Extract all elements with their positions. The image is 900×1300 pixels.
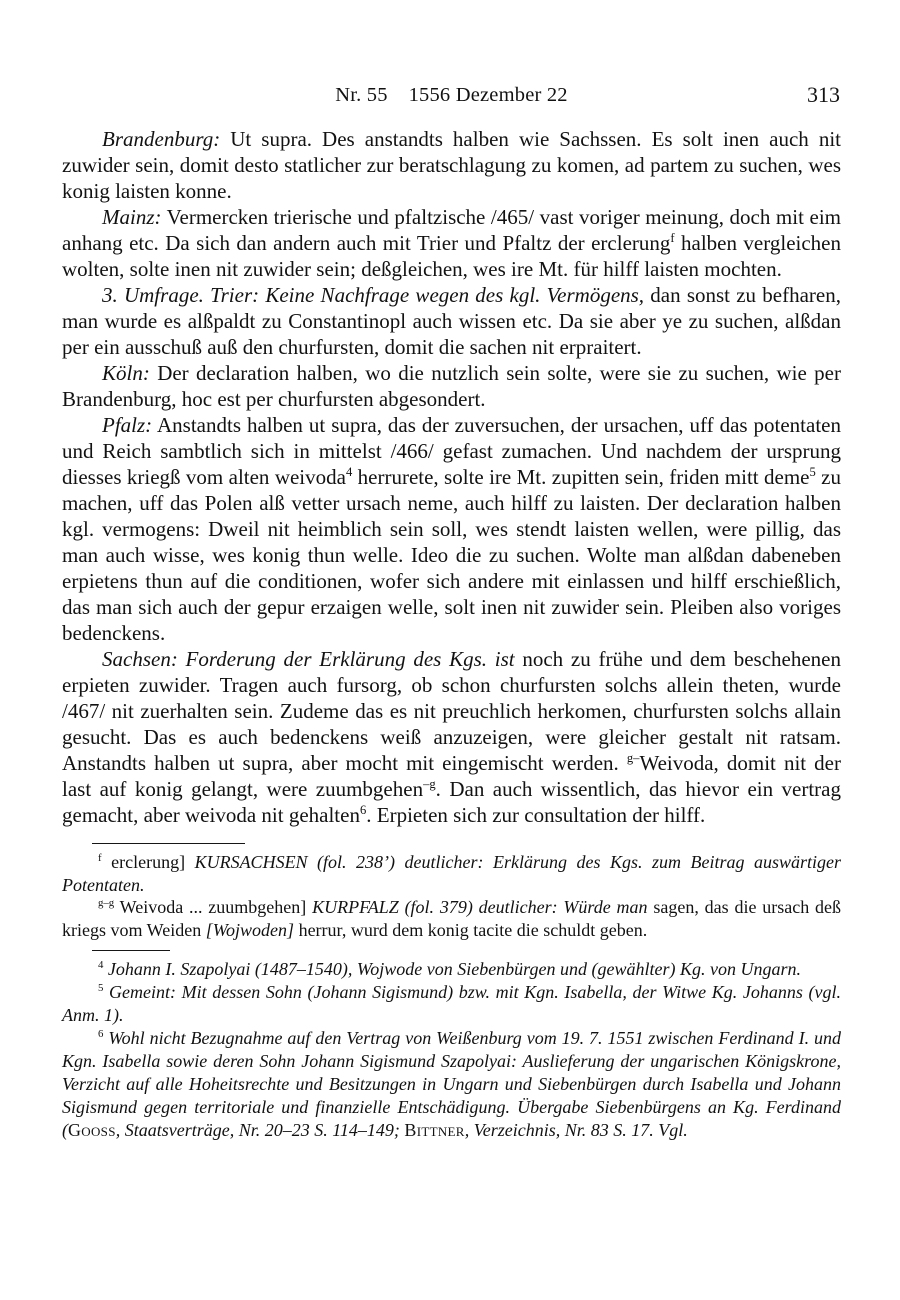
text-run: Johann I. Szapolyai (1487–1540), Wojwode von Siebenbürgen und (gewählter) Kg. von Ungarn.	[103, 959, 801, 979]
footnote-marker: –g	[423, 777, 436, 791]
text-run: [Wojwoden]	[205, 919, 295, 940]
text-run: , Verzeichnis, Nr. 83 S. 17. Vgl.	[464, 1120, 688, 1140]
text-run: Weivoda, domit nit der last auf konig gelangt, were zuumbgehen	[62, 751, 841, 801]
text-run: Mainz:	[102, 205, 162, 229]
text-run: sagen, das die ursach deß kriegs vom Weiden	[62, 897, 842, 940]
footnote-marker: f	[98, 852, 102, 864]
footnotes	[62, 958, 841, 1142]
running-header	[62, 84, 841, 110]
footnote-marker: 5	[809, 465, 816, 479]
text-run: KURSACHSEN (fol. 238’) deutlicher: Erklärung des Kgs. zum Beitrag auswärtiger Potentaten.	[62, 852, 841, 895]
text-run: Köln:	[102, 361, 150, 385]
text-run: Brandenburg:	[102, 127, 221, 151]
text-run: Bittner	[404, 1120, 465, 1140]
text-run: herrur, wurd dem konig tacite die schuldt geben.	[294, 919, 648, 940]
paragraph	[62, 851, 841, 896]
text-run: Gooss	[68, 1120, 116, 1140]
text-run: KURPFALZ (fol. 379) deutlicher: Würde man	[312, 897, 648, 917]
page-number: 313	[807, 82, 840, 107]
footnote-marker: 6	[359, 803, 367, 817]
text-run: zu machen, uff das Polen alß vetter ursach neme, auch hilff zu laisten. Der declaration halben kgl. vermogens: Dweil nit heimblich sein soll, wes stendt laisten wellen, were pillig, das man auch wisse, wes konig thun welle. Ideo die zu suchen. Wolte man alßdan dabeneben erpietens thun auf die conditionen, wofer sich andere mit einlassen und hilff erschießlich, das man sich auch der gepur erzaigen welle, solt inen nit zuwider sein. Pleiben also voriges bedenckens.	[62, 465, 841, 645]
text-run: . Erpieten sich zur consultation der hilff.	[366, 803, 706, 827]
text-run: Gemeint: Mit dessen Sohn (Johann Sigismund) bzw. mit Kgn. Isabella, der Witwe Kg. Johanns (vgl. Anm. 1).	[62, 982, 841, 1025]
text-run: Wohl nicht Bezugnahme auf den Vertrag von Weißenburg vom 19. 7. 1551 zwischen Ferdinand I. und Kgn. Isabella sowie deren Sohn Johann Sigismund Szapolyai: Auslieferung der ungarischen Königskrone, Verzicht auf alle Hoheitsrechte und Besitzungen in Ungarn und Siebenbürgen durch Isabella und Johann Sigismund gegen territoriale und finanzielle Entschädigung. Übergabe Siebenbürgens an Kg. Ferdinand (	[62, 1028, 841, 1140]
footnote-marker: 6	[98, 1028, 104, 1040]
footnote-marker: 4	[98, 959, 104, 971]
paragraph	[62, 412, 841, 646]
paragraph	[62, 896, 841, 941]
footnote-marker: 5	[98, 982, 104, 994]
paragraph	[62, 282, 841, 360]
paragraph	[62, 958, 841, 981]
text-run: dan sonst zu befharen, man wurde es alßpaldt zu Constantinopl auch wissen etc. Da sie aber ye zu suchen, alßdan per ein ausschuß auß den churfursten, domit die sachen nit erpraitert.	[62, 283, 841, 359]
text-run: . Dan auch wissentlich, das hievor ein vertrag gemacht, aber weivoda nit gehalten	[62, 777, 841, 827]
apparatus-separator-rule	[92, 843, 245, 844]
text-run: erclerung]	[101, 852, 195, 872]
text-run: Sachsen: Forderung der Erklärung des Kgs. ist	[102, 647, 515, 671]
text-run: 3. Umfrage. Trier: Keine Nachfrage wegen des kgl. Vermögens,	[102, 283, 645, 307]
footnote-marker: f	[670, 231, 675, 245]
text-run: Ut supra. Des anstandts halben wie Sachssen. Es solt inen auch nit zuwider sein, domit desto statlicher zur beratschlagung zu komen, ad partem zu suchen, wes konig laisten konne.	[62, 127, 841, 203]
footnote-separator-rule	[92, 950, 170, 951]
text-run: Der declaration halben, wo die nutzlich sein solte, were sie zu suchen, wie per Brandenburg, hoc est per churfursten abgesondert.	[62, 361, 841, 411]
paragraph	[62, 126, 841, 204]
text-run: Anstandts halben ut supra, das der zuversuchen, der ursachen, uff das potentaten und Reich sambtlich sich in mittelst /466/ gefast zumachen. Und nachdem der ursprung diesses kriegß vom alten weivoda	[62, 413, 841, 489]
paragraph	[62, 1027, 841, 1142]
paragraph	[62, 204, 841, 282]
text-run: Vermercken trierische und pfaltzische /465/ vast voriger meinung, doch mit eim anhang etc. Da sich dan andern auch mit Trier und Pfaltz der erclerung	[62, 205, 841, 255]
paragraph	[62, 360, 841, 412]
text-run: Pfalz:	[102, 413, 153, 437]
paragraph	[62, 646, 841, 828]
text-run: herrurete, solte ire Mt. zupitten sein, friden mitt deme	[352, 465, 810, 489]
body-text	[62, 126, 841, 828]
header-title: Nr. 55 1556 Dezember 22	[335, 84, 568, 106]
text-run: Weivoda ... zuumbgehen]	[114, 897, 313, 917]
text-run: halben vergleichen wolten, solte inen nit zuwider sein; deßgleichen, wes ire Mt. für hilff laisten mochten.	[62, 231, 841, 281]
paragraph	[62, 981, 841, 1027]
critical-apparatus	[62, 851, 841, 941]
footnote-marker: 4	[345, 465, 353, 479]
footnote-marker: g–	[626, 751, 640, 765]
text-run: , Staatsverträge, Nr. 20–23 S. 114–149;	[115, 1120, 405, 1140]
text-run: noch zu frühe und dem beschehenen erpieten zuwider. Tragen auch fursorg, ob schon churfursten solchs allein theten, wurde /467/ nit zuerhalten sein. Zudeme das es nit preuchlich herkomen, churfursten solchs allain gesucht. Das es auch bedenckens weiß anzuzeigen, were gleicher gestalt nit ratsam. Anstandts halben ut supra, aber mocht mit eingemischt werden.	[62, 647, 841, 775]
footnote-marker: g–g	[98, 897, 115, 909]
